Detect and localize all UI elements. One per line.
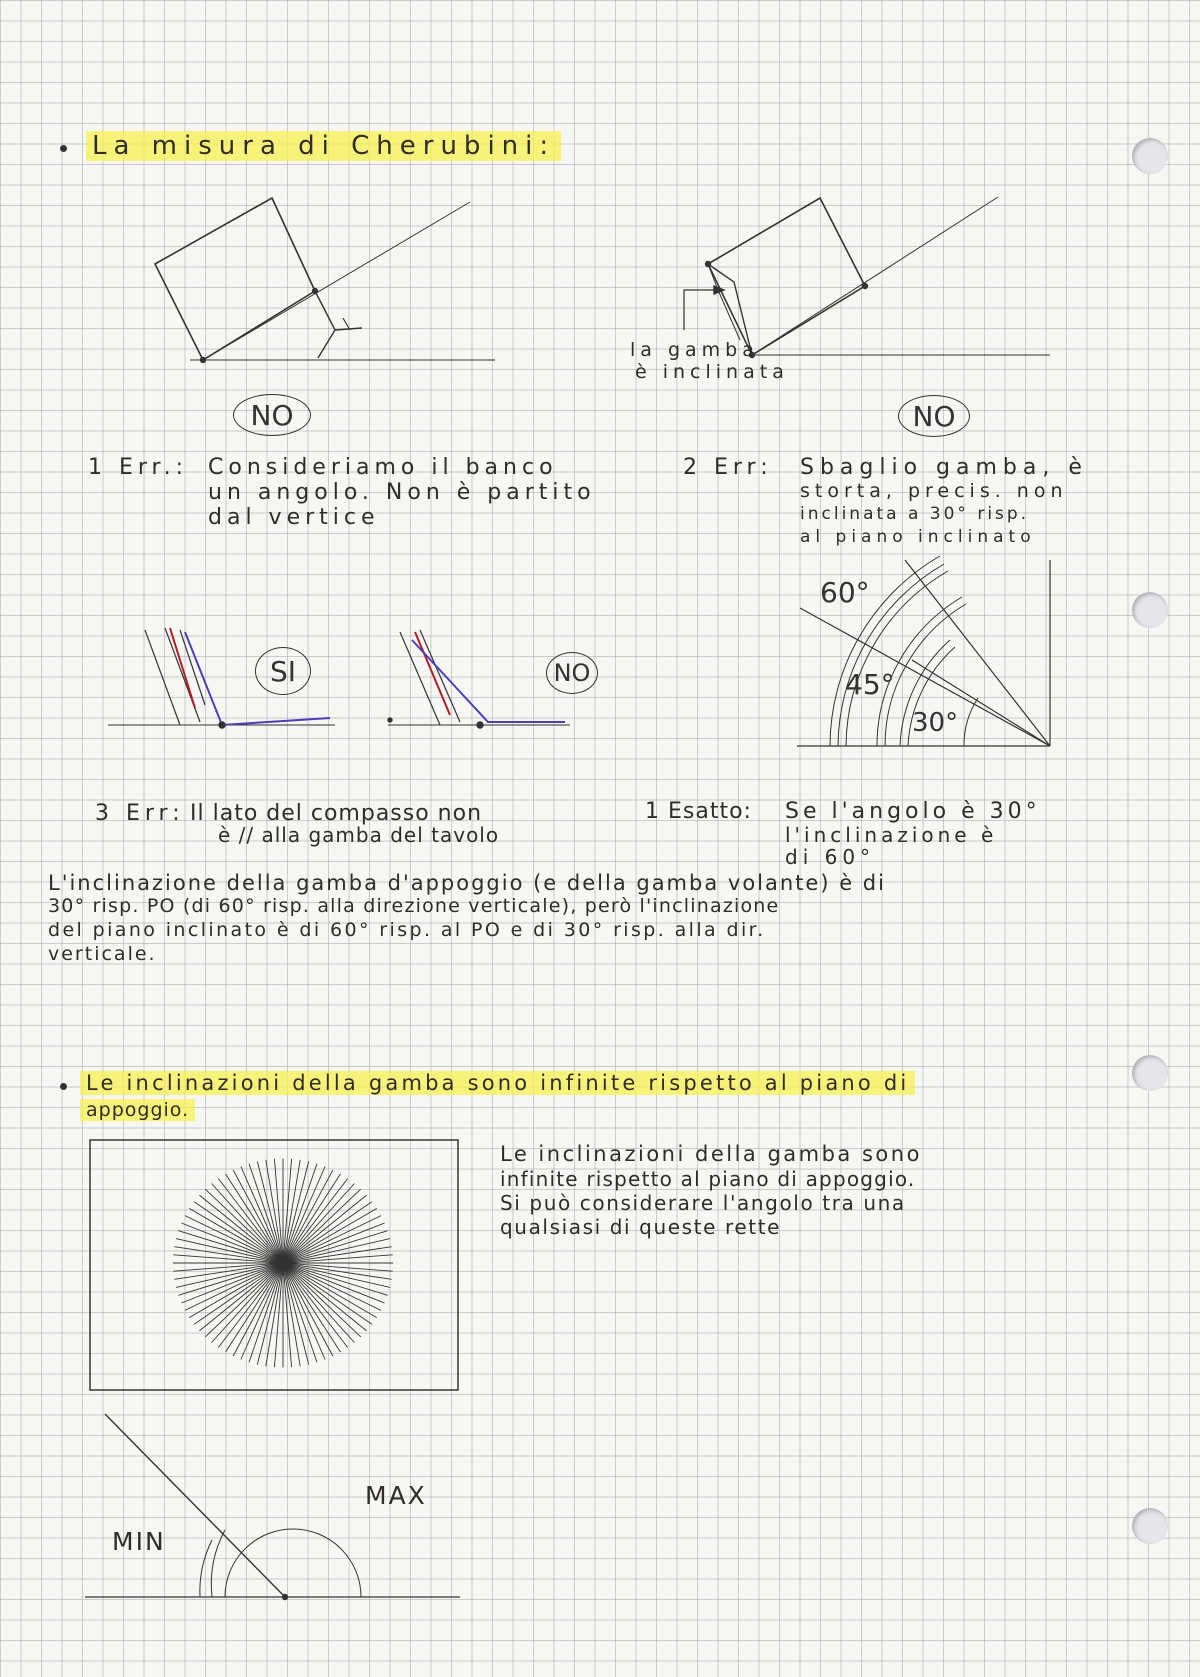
starburst-diagram [90,1140,458,1390]
exact-1-line2: l'inclinazione è [785,823,998,847]
figure-4-diagram [388,630,570,728]
error-2-line4: al piano inclinato [800,527,1036,547]
figure-2-label-line1: la gamba [630,339,759,361]
figure-4-no-badge: NO [546,652,598,694]
note-line3: Si può considerare l'angolo tra una [500,1191,906,1215]
heading-inclinazioni-line1: Le inclinazioni della gamba sono infinite rispetto al piano di [80,1071,915,1095]
figure-2-label-line2: è inclinata [635,361,789,383]
angle-30-label: 30° [912,708,959,738]
heading-cherubini-text: La misura di Cherubini: [86,131,561,161]
error-1-title: 1 Err.: [88,455,188,480]
paragraph-line4: verticale. [48,943,157,965]
angle-60-label: 60° [820,576,870,609]
note-line2: infinite rispetto al piano di appoggio. [500,1167,916,1191]
bullet-2 [60,1083,67,1090]
error-3-line2: è // alla gamba del tavolo [218,823,500,847]
error-1-line3: dal vertice [208,505,380,530]
heading-inclinazioni [80,1072,915,1095]
error-2-line3: inclinata a 30° risp. [800,504,1030,524]
exact-1-line3: di 60° [785,845,876,869]
min-label: MIN [112,1527,166,1556]
paragraph-line1: L'inclinazione della gamba d'appoggio (e della gamba volante) è di [48,871,886,895]
error-1-line2: un angolo. Non è partito [208,480,596,505]
figure-3-si-badge: SI [255,647,311,695]
error-1-line1: Consideriamo il banco [208,455,558,480]
max-label: MAX [365,1481,427,1510]
heading-inclinazioni-2 [80,1100,195,1121]
figure-2-no-badge: NO [898,395,970,437]
heading-inclinazioni-line2: appoggio. [80,1099,195,1121]
paragraph-line3: del piano inclinato è di 60° risp. al PO e di 30° risp. alla dir. [48,919,766,941]
angle-45-label: 45° [845,668,895,701]
paragraph-line2: 30° risp. PO (di 60° risp. alla direzione verticale), però l'inclinazione [48,895,780,917]
figure-1-diagram [155,198,495,363]
figure-1-no-badge: NO [233,394,311,436]
figure-2-diagram [684,197,1050,358]
error-2-line1: Sbaglio gamba, è [800,455,1088,480]
exact-1-title: 1 Esatto: [645,799,752,824]
error-3-line1: Il lato del compasso non [190,801,483,826]
error-3-title: 3 Err: [95,801,185,826]
exact-1-line1: Se l'angolo è 30° [785,799,1041,824]
error-2-line2: storta, precis. non [800,480,1068,502]
note-line1: Le inclinazioni della gamba sono [500,1142,922,1166]
error-2-title: 2 Err: [683,455,773,480]
note-line4: qualsiasi di queste rette [500,1215,782,1239]
